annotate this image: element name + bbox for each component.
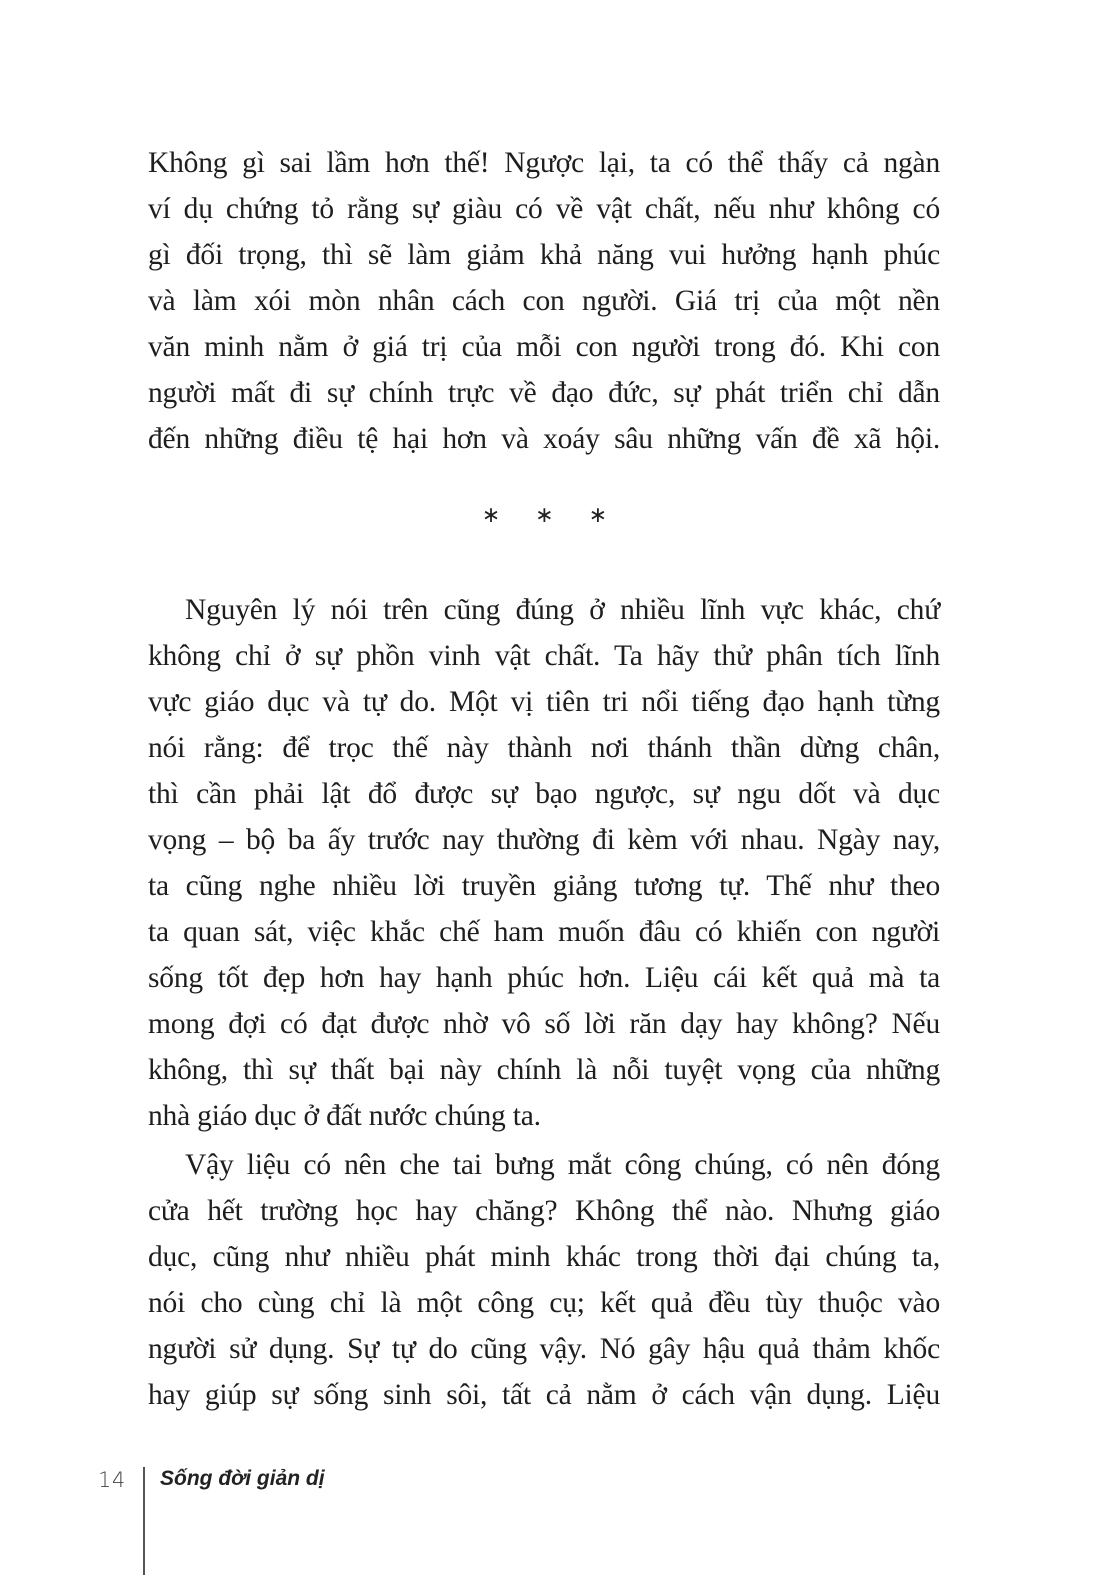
text-line: gì đối trọng, thì sẽ làm giảm khả năng vui hưởng hạnh phúc	[148, 239, 940, 271]
text-line: không, thì sự thất bại này chính là nỗi tuyệt vọng của những	[148, 1054, 940, 1086]
page-number: 14	[98, 1468, 126, 1492]
text-line: người mất đi sự chính trực về đạo đức, sự phát triển chỉ dẫn	[148, 377, 940, 409]
text-line: Vậy liệu có nên che tai bưng mắt công chúng, có nên đóng	[185, 1149, 940, 1181]
text-line: ví dụ chứng tỏ rằng sự giàu có về vật chất, nếu như không có	[148, 193, 940, 225]
text-line: dục, cũng như nhiều phát minh khác trong thời đại chúng ta,	[148, 1241, 940, 1273]
running-title: Sống đời giản dị	[160, 1467, 325, 1490]
text-line: không chỉ ở sự phồn vinh vật chất. Ta hãy thử phân tích lĩnh	[148, 640, 940, 672]
text-line: mong đợi có đạt được nhờ vô số lời răn dạy hay không? Nếu	[148, 1008, 940, 1040]
text-line: Không gì sai lầm hơn thế! Ngược lại, ta có thể thấy cả ngàn	[148, 147, 940, 179]
text-line: hay giúp sự sống sinh sôi, tất cả nằm ở cách vận dụng. Liệu	[148, 1379, 940, 1411]
text-line: người sử dụng. Sự tự do cũng vậy. Nó gây hậu quả thảm khốc	[148, 1333, 940, 1365]
text-line: vọng – bộ ba ấy trước nay thường đi kèm với nhau. Ngày nay,	[148, 824, 940, 856]
text-line: ta quan sát, việc khắc chế ham muốn đâu có khiến con người	[148, 916, 940, 948]
footer-divider	[143, 1467, 145, 1575]
text-line: Nguyên lý nói trên cũng đúng ở nhiều lĩnh vực khác, chứ	[185, 594, 940, 626]
text-line: văn minh nằm ở giá trị của mỗi con người trong đó. Khi con	[148, 331, 940, 363]
text-line: thì cần phải lật đổ được sự bạo ngược, sự ngu dốt và dục	[148, 778, 940, 810]
text-line: và làm xói mòn nhân cách con người. Giá trị của một nền	[148, 285, 940, 317]
text-line: vực giáo dục và tự do. Một vị tiên tri nổi tiếng đạo hạnh từng	[148, 686, 940, 718]
section-separator: ∗ ∗ ∗	[481, 503, 622, 528]
text-line: nhà giáo dục ở đất nước chúng ta.	[148, 1100, 541, 1132]
text-line: ta cũng nghe nhiều lời truyền giảng tương tự. Thế như theo	[148, 870, 940, 902]
text-line: cửa hết trường học hay chăng? Không thể nào. Nhưng giáo	[148, 1195, 940, 1227]
text-line: sống tốt đẹp hơn hay hạnh phúc hơn. Liệu cái kết quả mà ta	[148, 962, 940, 994]
text-line: đến những điều tệ hại hơn và xoáy sâu những vấn đề xã hội.	[148, 423, 940, 455]
text-line: nói rằng: để trọc thế này thành nơi thánh thần dừng chân,	[148, 732, 940, 764]
text-line: nói cho cùng chỉ là một công cụ; kết quả đều tùy thuộc vào	[148, 1287, 940, 1319]
